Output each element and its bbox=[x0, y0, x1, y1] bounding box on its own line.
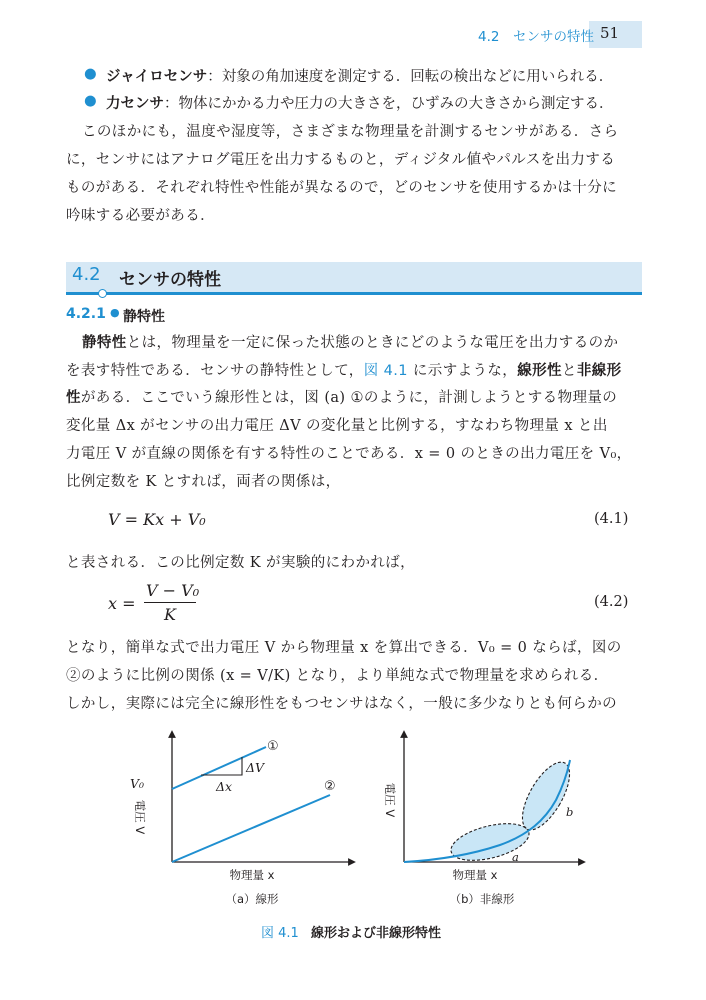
dx-label: Δx bbox=[216, 779, 233, 794]
section-number: 4.2 bbox=[72, 264, 101, 285]
paragraph-line: に，センサにはアナログ電圧を出力するものと，ディジタル値やパルスを出力する bbox=[66, 152, 616, 168]
y-axis-label: 電圧 V bbox=[383, 782, 397, 818]
bullet-text: ：物体にかかる力や圧力の大きさを，ひずみの大きさから測定する． bbox=[164, 96, 614, 112]
v0-label: V₀ bbox=[130, 776, 145, 791]
equation-number: (4.1) bbox=[594, 511, 629, 527]
line-2 bbox=[172, 795, 330, 862]
text-run: を表す特性である．センサの静特性として， bbox=[66, 363, 364, 379]
dv-label: ΔV bbox=[246, 760, 265, 775]
term-bold: 非線形 bbox=[576, 363, 622, 379]
equation-number: (4.2) bbox=[594, 594, 629, 610]
term-bold: 性 bbox=[66, 390, 81, 406]
term-bold: 静特性 bbox=[82, 335, 127, 351]
paragraph-line: ものがある．それぞれ特性や性能が異なるので，どのセンサを使用するかは十分に bbox=[66, 180, 618, 196]
text-run: とは，物理量を一定に保った状態のときにどのような電圧を出力するのか bbox=[126, 335, 619, 351]
y-axis-label: 電圧 V bbox=[133, 799, 147, 835]
region-a-label: a bbox=[512, 850, 519, 864]
paragraph-line: 吟味する必要がある． bbox=[66, 208, 215, 224]
text-run: に示すような， bbox=[407, 363, 518, 379]
x-axis-label: 物理量 x bbox=[229, 868, 275, 882]
text-run: と bbox=[561, 363, 577, 379]
paragraph-line: 力電圧 V が直線の関係を有する特性のことである．x = 0 のときの出力電圧を V₀， bbox=[66, 446, 632, 462]
subsection-dot-icon: ● bbox=[110, 306, 120, 319]
running-header-section: 4.2 センサの特性 bbox=[478, 29, 594, 45]
term-bold: 線形性 bbox=[517, 363, 562, 379]
subfigure-caption: （b）非線形 bbox=[449, 892, 515, 906]
bullet-term: 力センサ bbox=[106, 96, 164, 112]
subsection-title: 静特性 bbox=[123, 309, 165, 325]
nonlinear-characteristic-chart bbox=[383, 734, 582, 906]
bullet-dot-icon: ● bbox=[84, 66, 97, 82]
equation-lhs: x = bbox=[108, 594, 136, 613]
paragraph-line: このほかにも，温度や湿度等，さまざまな物理量を計測するセンサがある．さら bbox=[82, 124, 619, 140]
equation-4-1: V = Kx + V₀ bbox=[108, 510, 206, 529]
bullet-term: ジャイロセンサ bbox=[106, 69, 208, 85]
equation-numerator: V − V₀ bbox=[146, 581, 200, 600]
subfigure-caption: （a）線形 bbox=[225, 892, 279, 906]
page-number: 51 bbox=[600, 24, 620, 42]
paragraph-line: しかし，実際には完全に線形性をもつセンサはなく，一般に多少なりとも何らかの bbox=[66, 696, 618, 712]
paragraph-line: となり，簡単な式で出力電圧 V から物理量 x を算出できる．V₀ = 0 ならば，図の bbox=[66, 640, 622, 656]
section-title: センサの特性 bbox=[119, 270, 221, 290]
paragraph-line: ②のように比例の関係 (x = V/K) となり，より単純な式で物理量を求められる． bbox=[66, 668, 609, 684]
figure-reference-link[interactable]: 図 4.1 bbox=[363, 363, 408, 379]
paragraph-line: 変化量 Δx がセンサの出力電圧 ΔV の変化量と比例する，すなわち物理量 x と出 bbox=[66, 418, 608, 434]
linear-characteristic-chart bbox=[130, 734, 352, 906]
bullet-text: ：対象の角加速度を測定する．回転の検出などに用いられる． bbox=[207, 69, 614, 85]
equation-denominator: K bbox=[164, 605, 176, 624]
line-2-label: ② bbox=[324, 779, 336, 794]
figure-caption-number: 図 4.1 bbox=[261, 926, 299, 941]
line-1-label: ① bbox=[267, 739, 279, 754]
subsection-number: 4.2.1 bbox=[66, 306, 106, 322]
paragraph-line: 比例定数を K とすれば，両者の関係は， bbox=[66, 474, 341, 490]
figure-caption bbox=[261, 922, 441, 941]
region-a bbox=[447, 817, 532, 867]
figure-caption-text: 線形および非線形特性 bbox=[310, 926, 441, 941]
bullet-dot-icon: ● bbox=[84, 93, 97, 109]
x-axis-label: 物理量 x bbox=[452, 868, 498, 882]
paragraph-line: と表される．この比例定数 K が実験的にわかれば， bbox=[66, 555, 416, 571]
region-b-label: b bbox=[566, 805, 574, 819]
text-run: がある．ここでいう線形性とは，図 (a) ①のように，計測しようとする物理量の bbox=[80, 390, 618, 406]
